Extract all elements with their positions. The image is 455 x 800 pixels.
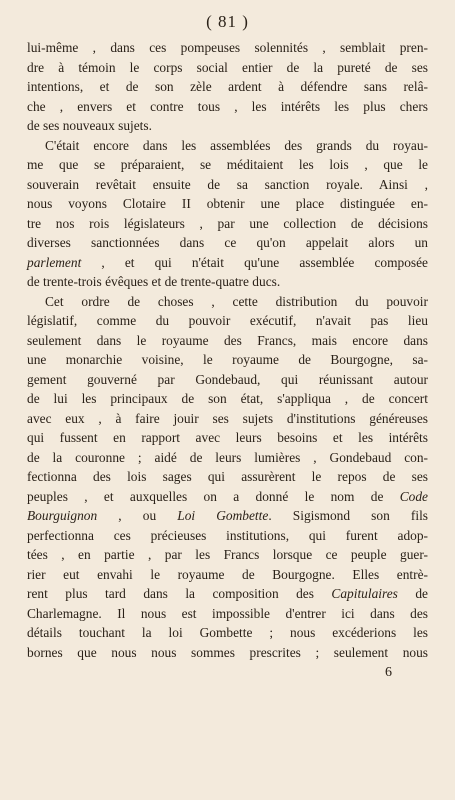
italic-text: Code [399, 488, 428, 504]
text-run: rier eut envahi le royaume de Bourgogne. Elles entrè- [27, 566, 428, 582]
text-line [27, 253, 428, 273]
text-line [27, 370, 428, 390]
text-line [27, 292, 428, 312]
text-run: détails touchant la loi Gombette ; nous excéderions les [27, 625, 428, 640]
text-line [27, 643, 428, 663]
text-line [27, 565, 428, 585]
text-run: C'était encore dans les assemblées des grands du royau- [45, 137, 428, 153]
text-run: intentions, et de son zèle ardent à défendre sans relâ- [27, 79, 428, 94]
text-run: dre à témoin le corps social entier de la pureté de ses [27, 59, 428, 75]
text-line [27, 623, 428, 643]
text-run: avec eux , à faire jouir ses sujets d'institutions généreuses [27, 410, 428, 426]
text-run: de ses nouveaux sujets. [27, 118, 152, 133]
text-line [27, 389, 428, 409]
text-line [27, 604, 428, 624]
text-line [27, 350, 428, 370]
text-run: une monarchie voisine, le royaume de Bourgogne, sa- [27, 352, 428, 367]
text-line [27, 448, 428, 468]
text-line [27, 233, 428, 253]
text-line [27, 467, 428, 487]
text-line [27, 97, 428, 117]
text-line [27, 175, 428, 195]
text-run: de la couronne ; aidé de leurs lumières , Gondebaud con- [27, 449, 428, 465]
text-run: bornes que nous nous sommes prescrites ; seulement nous [27, 644, 428, 660]
text-run: tées , en partie , par les Francs lorsque ce peuple guer- [27, 547, 428, 562]
text-line [27, 545, 428, 565]
page-number-header: ( 81 ) [206, 12, 249, 31]
text-line [27, 77, 428, 97]
text-run: tre nos rois législateurs , par une collection de décisions [27, 215, 428, 231]
text-run: . Sigismond son fils [268, 508, 429, 523]
text-run: de [397, 586, 428, 601]
italic-text: Bourguignon [27, 508, 98, 523]
text-line [27, 506, 428, 526]
text-line [27, 409, 428, 429]
text-run: me que se préparaient, se méditaient les lois , que le [27, 157, 428, 172]
text-run: législatif, comme du pouvoir exécutif, n'avait pas lieu [27, 313, 428, 328]
text-run: rent plus tard dans la composition des [27, 586, 332, 601]
text-line [27, 526, 428, 546]
signature-mark: 6 [385, 665, 392, 680]
text-run: che , envers et contre tous , les intérêts les plus chers [27, 98, 428, 114]
text-line [27, 155, 428, 175]
text-run: diverses sanctionnées dans ce qu'on appelait alors un [27, 235, 428, 250]
text-line [27, 116, 428, 136]
text-line [27, 194, 428, 214]
italic-text: Capitulaires [331, 586, 398, 601]
text-run: lui-même , dans ces pompeuses solennités , semblait pren- [27, 40, 428, 55]
text-line [27, 487, 428, 507]
text-line [27, 272, 428, 292]
text-line [27, 58, 428, 78]
text-run: qui fussent en rapport avec leurs besoins et les intérêts [27, 430, 428, 445]
text-run: souverain revêtait ensuite de sa sanction royale. Ainsi , [27, 176, 428, 192]
text-line [27, 311, 428, 331]
text-line [27, 214, 428, 234]
text-run: peuples , et auxquelles on a donné le nom de [27, 488, 400, 504]
text-line [27, 428, 428, 448]
text-run: fectionna des lois sages qui assurèrent le repos de ses [27, 469, 428, 484]
text-run: seulement dans le royaume des Francs, mais encore dans [27, 332, 428, 348]
text-line [27, 331, 428, 351]
italic-text: Loi Gombette [177, 508, 269, 523]
text-run: , et qui n'était qu'une assemblée composée [81, 254, 428, 270]
text-run: perfectionna ces précieuses institutions, qui furent adop- [27, 527, 428, 543]
text-run: , ou [97, 508, 178, 523]
text-line [27, 136, 428, 156]
text-run: gement gouverné par Gondebaud, qui réunissant autour [27, 371, 428, 387]
text-run: nous voyons Clotaire II obtenir une place distinguée en- [27, 196, 428, 211]
body-text [27, 38, 428, 662]
text-line [27, 584, 428, 604]
text-run: Charlemagne. Il nous est impossible d'entrer ici dans des [27, 605, 428, 621]
text-line [27, 38, 428, 58]
text-run: de trente-trois évêques et de trente-quatre ducs. [27, 274, 281, 289]
text-run: de lui les principaux de son état, s'appliqua , de concert [27, 391, 428, 406]
italic-text: parlement [27, 254, 82, 270]
text-run: Cet ordre de choses , cette distribution du pouvoir [45, 293, 428, 309]
